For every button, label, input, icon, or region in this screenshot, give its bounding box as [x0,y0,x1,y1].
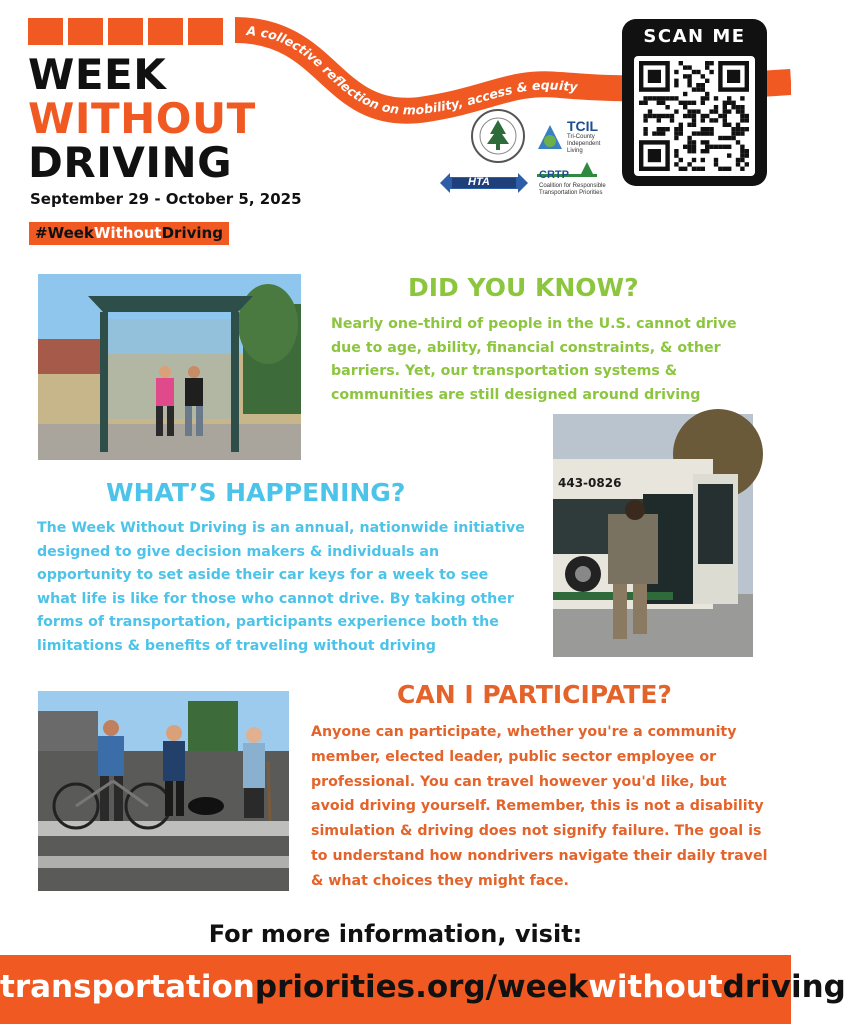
qr-finder-pattern [648,70,661,83]
qr-module [727,136,731,140]
qr-module [679,167,683,171]
qr-module [665,105,669,109]
qr-module [745,149,749,153]
qr-module [652,114,656,118]
qr-module [701,118,705,122]
qr-module [687,83,691,87]
qr-module [731,136,735,140]
qr-module [683,114,687,118]
qr-module [683,92,687,96]
qr-module [727,153,731,157]
qr-module [705,114,709,118]
qr-module [692,123,696,127]
url-part: transportation [0,969,255,1005]
tcil-icon [537,123,563,153]
qr-module [714,162,718,166]
qr-module [731,127,735,131]
qr-module [657,114,661,118]
bus-boarding-image [553,414,753,657]
hta-logo [440,168,528,198]
qr-module [692,145,696,149]
qr-module [714,145,718,149]
qr-module [709,145,713,149]
qr-module [687,74,691,78]
qr-module [723,167,727,171]
qr-module [736,127,740,131]
qr-module [643,127,647,131]
qr-module [670,96,674,100]
qr-module [674,109,678,113]
qr-module [687,101,691,105]
qr-module [709,109,713,113]
qr-module [701,127,705,131]
qr-module [701,114,705,118]
event-dates: September 29 - October 5, 2025 [30,190,302,208]
qr-module [643,114,647,118]
qr-module [714,158,718,162]
bus-number: 443-0826 [558,476,622,490]
qr-module [692,118,696,122]
county-seal-icon [470,108,526,164]
qr-module [687,114,691,118]
qr-module [701,87,705,91]
qr-module [674,127,678,131]
qr-module [639,101,643,105]
crosswalk-group-image [38,691,289,891]
hashtag-part-highlight: Without [93,224,162,242]
qr-module [705,96,709,100]
qr-code-graphic [634,56,755,176]
bus-shelter-photo [38,274,301,460]
qr-module [705,79,709,83]
qr-module [727,96,731,100]
qr-module [696,167,700,171]
qr-module [696,83,700,87]
title-week: WEEK [28,50,167,99]
qr-module [718,167,722,171]
qr-module [701,96,705,100]
tcil-subtitle: Living [567,148,583,154]
qr-module [727,123,731,127]
qr-module [705,145,709,149]
qr-module [679,123,683,127]
qr-module [652,96,656,100]
qr-module [740,109,744,113]
hashtag-part: Driving [161,224,223,242]
tcil-name: TCIL [567,118,599,134]
qr-module [723,145,727,149]
qr-module [701,101,705,105]
qr-module [723,105,727,109]
qr-module [648,96,652,100]
qr-module [705,140,709,144]
crtp-logo [537,160,627,200]
qr-finder-pattern [648,149,661,162]
qr-module [674,131,678,135]
crtp-name: CRTP [539,169,569,181]
qr-module [731,131,735,135]
qr-module [665,127,669,131]
qr-module [679,127,683,131]
qr-module [687,140,691,144]
qr-module [657,127,661,131]
qr-module [692,131,696,135]
qr-module [701,140,705,144]
qr-module [687,123,691,127]
qr-module [705,149,709,153]
qr-module [723,123,727,127]
qr-module [687,79,691,83]
qr-module [657,131,661,135]
hashtag-part: #Week [35,224,94,242]
qr-module [736,140,740,144]
qr-module [661,101,665,105]
qr-module [740,118,744,122]
hta-name: HTA [468,176,490,188]
qr-module [687,109,691,113]
qr-module [696,70,700,74]
qr-module [674,79,678,83]
qr-module [661,131,665,135]
qr-module [661,114,665,118]
qr-module [705,65,709,69]
qr-module [687,149,691,153]
qr-module [740,105,744,109]
qr-module [661,127,665,131]
qr-module [692,114,696,118]
qr-module [727,145,731,149]
qr-module [643,118,647,122]
qr-module [709,118,713,122]
crosswalk-group-photo [38,691,289,891]
qr-module [705,127,709,131]
qr-module [661,96,665,100]
qr-module [736,158,740,162]
bus-boarding-photo [553,414,753,657]
qr-module [745,127,749,131]
qr-module [687,136,691,140]
qr-module [683,74,687,78]
qr-module [745,114,749,118]
qr-module [701,83,705,87]
qr-module [740,127,744,131]
qr-module [674,83,678,87]
website-link[interactable] [0,969,846,1005]
qr-module [740,167,744,171]
qr-module [731,105,735,109]
qr-module [718,136,722,140]
qr-module [701,131,705,135]
qr-module [705,61,709,65]
qr-code[interactable] [634,56,755,176]
tcil-logo [537,118,627,164]
qr-module [736,123,740,127]
qr-module [709,61,713,65]
qr-module [674,70,678,74]
qr-module [714,105,718,109]
qr-module [745,162,749,166]
qr-module [683,65,687,69]
qr-module [705,92,709,96]
crtp-subtitle: Coalition for Responsible [539,183,606,189]
qr-module [745,153,749,157]
qr-module [696,109,700,113]
qr-module [736,109,740,113]
qr-module [696,131,700,135]
qr-module [736,105,740,109]
title-driving: DRIVING [28,138,233,187]
qr-module [740,114,744,118]
qr-module [679,61,683,65]
qr-module [740,153,744,157]
qr-module [727,101,731,105]
qr-module [714,109,718,113]
whats-happening-heading: WHAT’S HAPPENING? [106,478,406,507]
qr-module [692,101,696,105]
qr-module [709,70,713,74]
tcil-subtitle: Tri-County [567,134,595,140]
qr-module [723,101,727,105]
url-part-dark: driving [722,969,846,1005]
qr-module [674,162,678,166]
tcil-subtitle: Independent [567,141,601,147]
qr-module [701,158,705,162]
qr-module [679,101,683,105]
qr-module [657,101,661,105]
qr-module [643,131,647,135]
qr-module [723,136,727,140]
qr-module [736,162,740,166]
qr-module [665,114,669,118]
qr-module [683,167,687,171]
qr-module [723,118,727,122]
qr-module [740,158,744,162]
hashtag-badge [29,222,229,245]
qr-module [643,96,647,100]
qr-module [709,131,713,135]
qr-finder-pattern [727,70,740,83]
qr-module [657,96,661,100]
whats-happening-body: The Week Without Driving is an annual, nationwide initiative designed to give decision makers & individuals an opportunity to set aside their car keys for a week to see what life is like for those who cannot drive. By taking other forms of transportation, participants experience both the limitations & benefits of traveling without driving [37,520,525,654]
qr-module [683,145,687,149]
qr-module [674,96,678,100]
qr-module [670,118,674,122]
qr-module [736,131,740,135]
url-part-dark: priorities.org/week [254,969,589,1005]
qr-module [683,101,687,105]
did-you-know-heading: DID YOU KNOW? [408,273,639,302]
qr-module [714,96,718,100]
can-i-participate-heading: CAN I PARTICIPATE? [397,680,672,709]
qr-module [714,118,718,122]
crtp-subtitle: Transportation Priorities [539,190,603,196]
qr-module [718,114,722,118]
qr-module [696,87,700,91]
tagline-text: A collective reflection on mobility, access & equity [245,23,579,118]
did-you-know-body: Nearly one-third of people in the U.S. cannot drive due to age, ability, financial constraints, & other barriers. Yet, our transportation systems & communities are still designed around driving [331,316,737,403]
more-info-label: For more information, visit: [208,920,583,948]
qr-module [687,65,691,69]
qr-module [709,127,713,131]
can-i-participate-body: Anyone can participate, whether you're a community member, elected leader, public sector employee or professional. You can travel however you'd like, but avoid driving yourself. Remember, this is not a disability simulation & driving does not signify failure. The goal is to understand how nondrivers navigate their daily travel & what choices they might face. [311,724,768,889]
qr-module [674,149,678,153]
qr-module [745,118,749,122]
qr-module [692,109,696,113]
url-part: without [588,969,723,1005]
qr-module [692,149,696,153]
bus-shelter-image [38,274,301,460]
qr-module [692,158,696,162]
qr-module [643,101,647,105]
qr-module [701,74,705,78]
qr-module [648,109,652,113]
qr-module [692,140,696,144]
qr-module [705,131,709,135]
scan-me-label: SCAN ME [643,26,746,47]
qr-module [670,114,674,118]
qr-module [731,101,735,105]
qr-module [657,118,661,122]
qr-module [740,145,744,149]
qr-module [701,167,705,171]
qr-module [692,70,696,74]
qr-module [727,167,731,171]
qr-module [679,131,683,135]
qr-module [740,131,744,135]
qr-module [652,131,656,135]
qr-module [740,96,744,100]
qr-module [665,96,669,100]
county-seal-logo [470,108,526,164]
qr-module [740,149,744,153]
qr-module [727,109,731,113]
qr-module [723,109,727,113]
qr-module [692,87,696,91]
qr-module [718,145,722,149]
qr-module [648,114,652,118]
title-without: WITHOUT [28,94,256,143]
qr-module [683,105,687,109]
qr-module [692,167,696,171]
qr-module [687,145,691,149]
qr-module [701,149,705,153]
qr-module [687,162,691,166]
qr-module [674,136,678,140]
qr-module [679,158,683,162]
qr-module [723,114,727,118]
qr-module [674,153,678,157]
